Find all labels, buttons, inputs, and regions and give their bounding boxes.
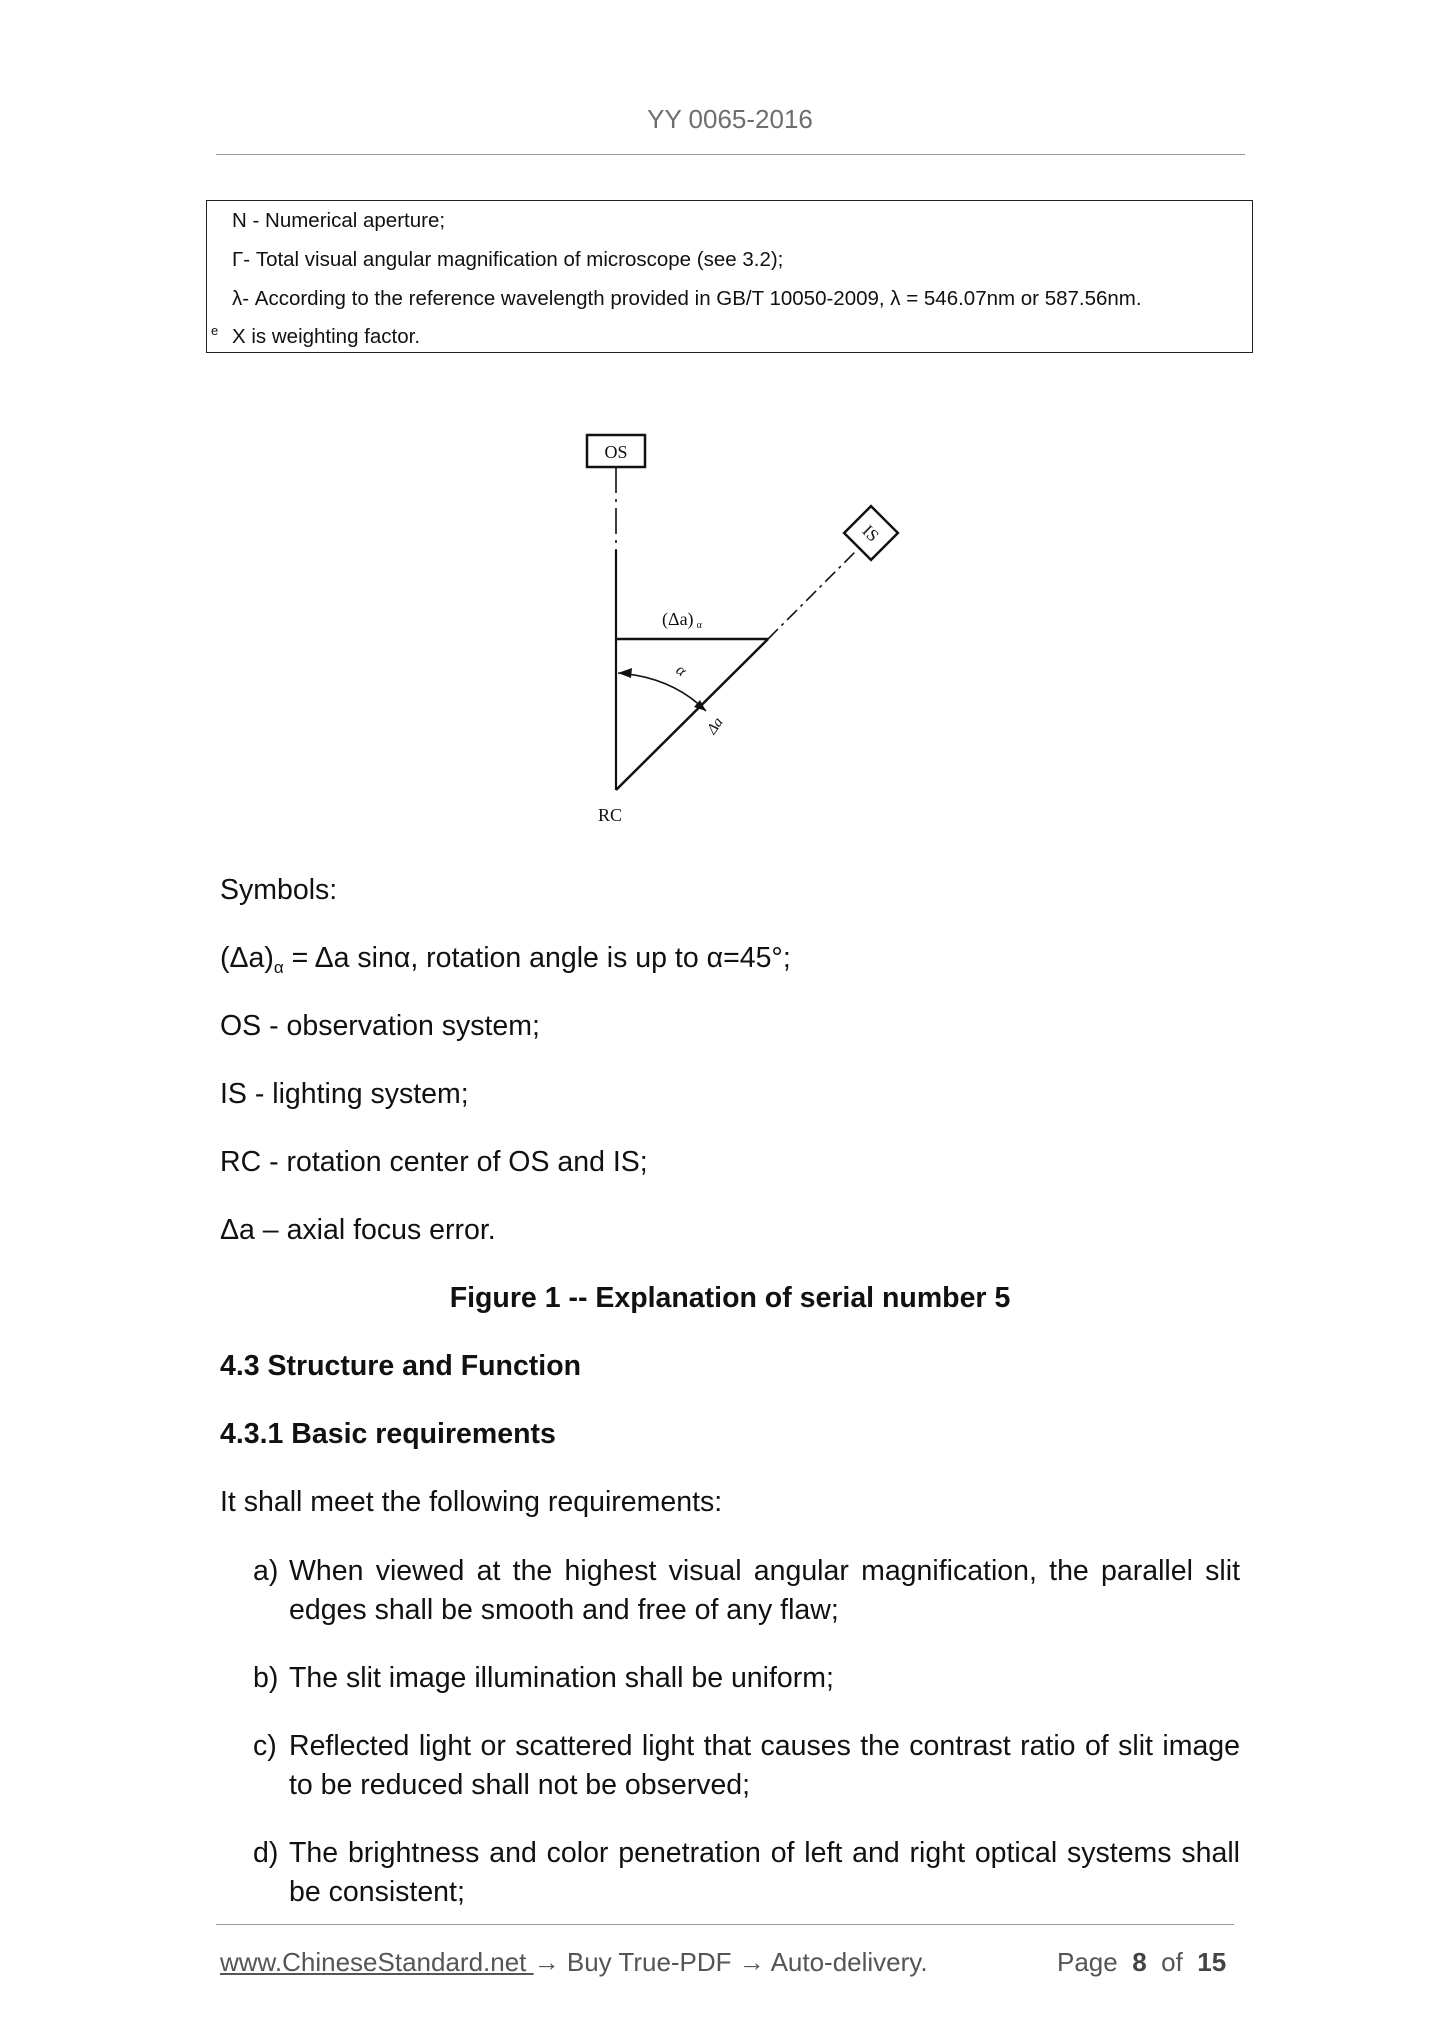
heading-4-3: 4.3 Structure and Function: [220, 1350, 582, 1382]
alpha-label: α: [672, 661, 690, 681]
list-item-c: [253, 1727, 1240, 1805]
arrow-icon: →: [738, 1947, 765, 1977]
symbol-equation: [220, 942, 791, 978]
delta-a-alpha-label: [662, 609, 703, 631]
is-label: IS: [858, 521, 883, 546]
list-item-b: [253, 1659, 1240, 1698]
list-text-a: When viewed at the highest visual angular magnification, the parallel slit edges shall be smooth and free of any flaw;: [289, 1555, 1240, 1626]
footer-auto: Auto-delivery.: [764, 1947, 928, 1977]
note-line-aperture: N - Numerical aperture;: [232, 209, 446, 232]
footer-left: [220, 1947, 928, 1978]
page-total: 15: [1197, 1947, 1227, 1977]
page-number: 8: [1132, 1947, 1147, 1977]
list-letter-c: c): [253, 1730, 277, 1762]
figure-1-diagram: [560, 425, 920, 835]
rc-label: RC: [598, 805, 623, 825]
notes-box: [206, 200, 1253, 353]
alpha-arrow-left: [618, 668, 632, 678]
requirements-intro: It shall meet the following requirements:: [220, 1486, 723, 1518]
list-letter-a: a): [253, 1555, 279, 1587]
symbol-eq-prefix: (Δa): [220, 942, 274, 974]
list-text-c: Reflected light or scattered light that causes the contrast ratio of slit image to be reduced shall not be observed;: [289, 1730, 1240, 1801]
symbols-heading: Symbols:: [220, 874, 338, 906]
list-text-b: The slit image illumination shall be uniform;: [289, 1662, 834, 1694]
of-word: of: [1161, 1947, 1183, 1977]
note-line-magnification: Γ- Total visual angular magnification of microscope (see 3.2);: [232, 248, 784, 271]
delta-a-segment: [616, 639, 768, 790]
list-letter-b: b): [253, 1662, 279, 1694]
symbol-os: OS - observation system;: [220, 1010, 540, 1042]
figure-caption: Figure 1 -- Explanation of serial number 5: [449, 1282, 1011, 1314]
document-id-header: YY 0065-2016: [647, 104, 813, 134]
arrow-icon: →: [533, 1947, 560, 1977]
site-link[interactable]: www.ChineseStandard.net: [220, 1947, 534, 1977]
page-indicator: [1057, 1947, 1226, 1978]
symbol-eq-sub: α: [273, 958, 284, 977]
page-word: Page: [1057, 1947, 1118, 1977]
list-item-d: [253, 1834, 1240, 1912]
delta-a-alpha-sub: α: [696, 620, 702, 631]
os-label: OS: [604, 442, 628, 462]
list-item-a: [253, 1552, 1240, 1630]
footnote-mark: e: [211, 323, 219, 338]
footer-buy: Buy True-PDF: [559, 1947, 739, 1977]
footer-divider: [216, 1924, 1234, 1925]
heading-4-3-1: 4.3.1 Basic requirements: [220, 1418, 556, 1450]
symbol-eq-rest: = Δa sinα, rotation angle is up to α=45°;: [283, 942, 791, 974]
list-letter-d: d): [253, 1837, 279, 1869]
is-axis-dashed: [768, 552, 855, 639]
alpha-arc: [618, 673, 706, 711]
list-text-d: The brightness and color penetration of left and right optical systems shall be consistent;: [289, 1837, 1240, 1908]
is-diamond: [844, 506, 898, 560]
note-line-weighting: X is weighting factor.: [232, 325, 421, 348]
symbol-is: IS - lighting system;: [220, 1078, 469, 1110]
symbol-delta-a: Δa – axial focus error.: [220, 1214, 496, 1246]
symbol-rc: RC - rotation center of OS and IS;: [220, 1146, 648, 1178]
note-line-wavelength: λ- According to the reference wavelength provided in GB/T 10050-2009, λ = 546.07nm or 587.56nm.: [232, 287, 1142, 310]
delta-a-alpha-text: (Δa): [662, 609, 694, 629]
delta-a-label: Δa: [704, 714, 727, 738]
header-divider: [216, 154, 1245, 155]
